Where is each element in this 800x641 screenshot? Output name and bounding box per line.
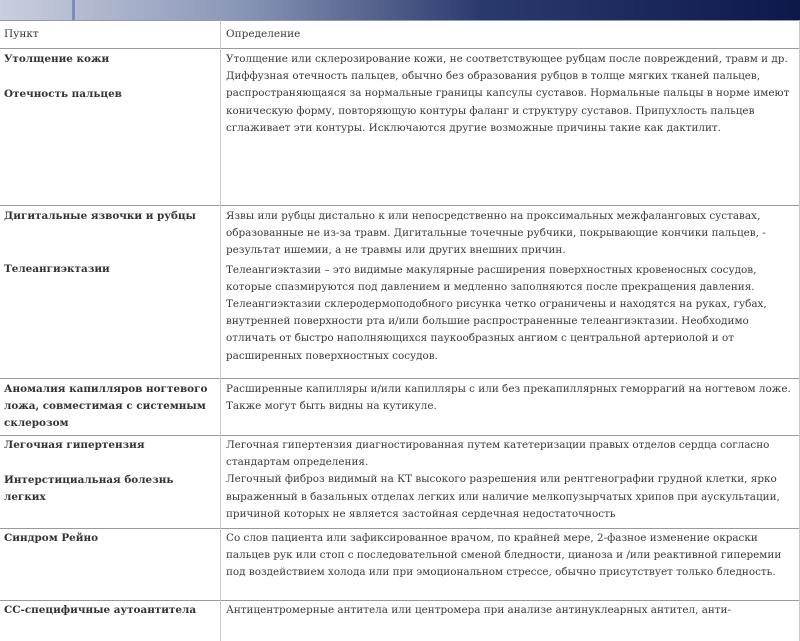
definition-cell — [221, 436, 800, 529]
term: СС-специфичные аутоантитела — [4, 604, 197, 616]
table-row — [0, 49, 800, 206]
term: Телеангиэктазии — [4, 263, 110, 276]
term-cell — [0, 529, 221, 601]
definition: Со слов пациента или зафиксированное врачом, по крайней мере, 2-фазное изменение окраски пальцев рук или стоп с последовательной сменой бледности, цианоза и /или реактивной гиперемии под воздействием холода или при эмоциональном стрессе, обычно присутствует только бледность. — [226, 532, 782, 579]
definition: Легочный фиброз видимый на КТ высокого разрешения или рентгенографии грудной клетки, ярко выраженный в базальных отделах легких или наличие мелкопузырчатых хрипов при аускультации, причиной которых не является застойная сердечная недостаточность — [226, 473, 780, 520]
table-row — [0, 379, 800, 436]
term-cell — [0, 601, 221, 641]
term: Отечность пальцев — [4, 88, 122, 101]
term: Синдром Рейно — [4, 532, 99, 544]
title-bar — [0, 0, 800, 20]
definition: Диффузная отечность пальцев, обычно без образования рубцов в толще мягких тканей пальцев, распространяющаяся за нормальные границы капсулы суставов. Нормальные пальцы в норме имеют коническую форму, повторяющую контуры фаланг и структуру суставов. Припухлость пальцев сглаживает эти контуры. Исключаются другие возможные причины такие как дактилит. — [226, 70, 790, 134]
table-header-row — [0, 21, 800, 49]
definition: Утолщение или склерозирование кожи, не соответствующее рубцам после повреждений, травм и др. — [226, 53, 788, 65]
term: Интерстициальная болезнь легких — [4, 474, 174, 504]
table-row — [0, 601, 800, 641]
header-col-item: Пункт — [0, 21, 221, 49]
table-row — [0, 436, 800, 529]
table-row — [0, 206, 800, 379]
term-cell — [0, 206, 221, 379]
term: Аномалия капилляров ногтевого ложа, совместимая с системным склерозом — [4, 383, 208, 430]
term-cell — [0, 436, 221, 529]
definition-cell — [221, 529, 800, 601]
definition-cell — [221, 379, 800, 436]
definition: Легочная гипертензия диагностированная путем катетеризации правых отделов сердца согласно стандартам определения. — [226, 439, 770, 469]
criteria-table — [0, 20, 800, 641]
table-row — [0, 529, 800, 601]
term-cell — [0, 379, 221, 436]
definition: Антицентромерные антитела или центромера при анализе антинуклеарных антител, анти- — [226, 604, 731, 616]
definition: Расширенные капилляры и/или капилляры с или без прекапиллярных геморрагий на ногтевом ложе. Также могут быть видны на кутикуле. — [226, 383, 791, 413]
definition-cell — [221, 601, 800, 641]
definition: Язвы или рубцы дистально к или непосредственно на проксимальных межфаланговых суставах, образованные не из-за травм. Дигитальные точечные рубчики, покрывающие кончики пальцев, - результат ишемии, а не травмы или других внешних причин. — [226, 210, 766, 257]
definition-cell — [221, 206, 800, 379]
definition-cell — [221, 49, 800, 206]
term: Утолщение кожи — [4, 53, 110, 65]
term: Легочная гипертензия — [4, 439, 145, 451]
term-cell — [0, 49, 221, 206]
header-col-definition: Определение — [221, 21, 800, 49]
definition: Телеангиэктазии – это видимые макулярные расширения поверхностных кровеносных сосудов, которые спазмируются под давлением и медленно заполняются после прекращения давления. Телеангиэктазии склеродермоподобного рисунка четко ограничены и находятся на руках, губах, внутренней поверхности рта и/или большие распространенные телеангиэктазии. Необходимо отличать от быстро наполняющихся паукообразных ангиом с центральной артериолой и от расширенных поверхностных сосудов. — [226, 263, 767, 362]
term: Дигитальные язвочки и рубцы — [4, 210, 196, 222]
title-bar-divider — [72, 0, 75, 20]
